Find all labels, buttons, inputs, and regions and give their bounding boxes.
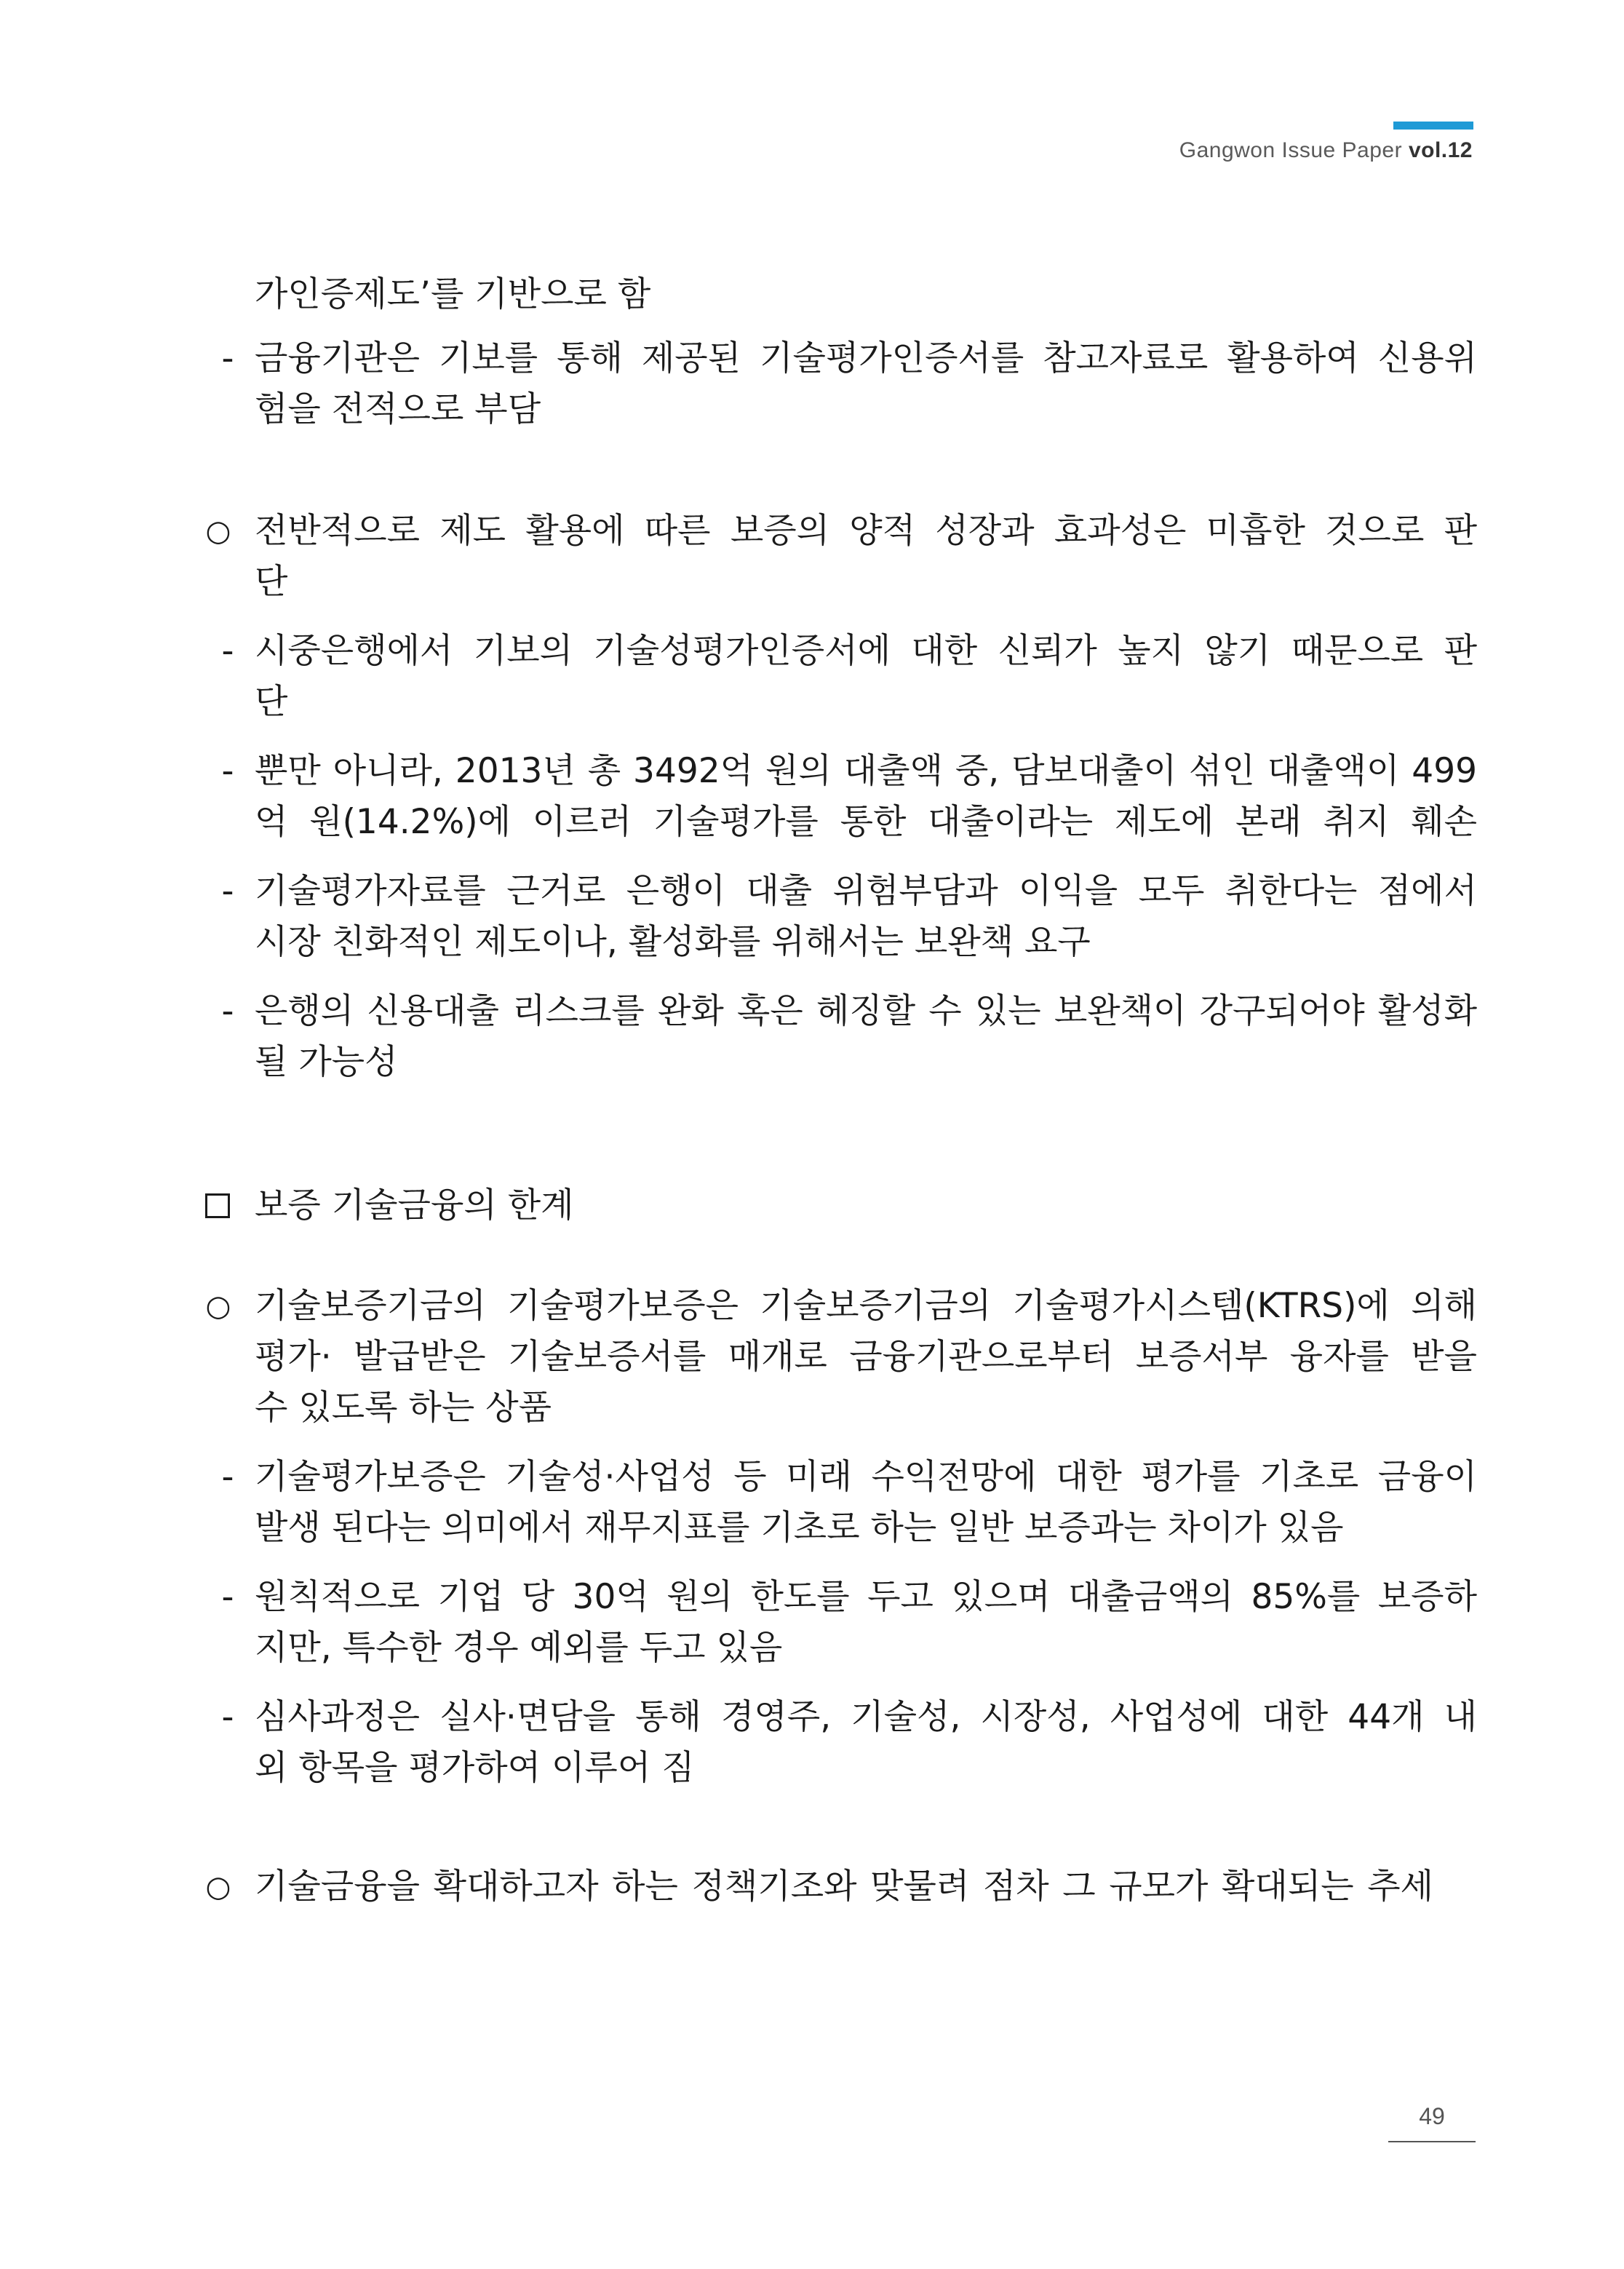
dash-bullet: -	[221, 1697, 234, 1737]
dash-bullet: -	[221, 1457, 234, 1497]
publication-title	[1179, 138, 1473, 163]
page-number: 49	[1419, 2103, 1445, 2129]
body-line: 외 항목을 평가하여 이루어 짐	[255, 1748, 695, 1788]
body-line: 기술평가보증은 기술성·사업성 등 미래 수익전망에 대한 평가를 기초로 금융이	[255, 1457, 1477, 1497]
body-line: 은행의 신용대출 리스크를 완화 혹은 헤징할 수 있는 보완책이 강구되어야 활성화	[255, 991, 1477, 1031]
body-line: 시장 친화적인 제도이나, 활성화를 위해서는 보완책 요구	[255, 922, 1091, 962]
body-line: 험을 전적으로 부담	[255, 389, 541, 429]
body-line: 지만, 특수한 경우 예외를 두고 있음	[255, 1628, 783, 1668]
circle-bullet: ○	[205, 1290, 231, 1323]
dash-bullet: -	[221, 871, 234, 911]
body-line: 시중은행에서 기보의 기술성평가인증서에 대한 신뢰가 높지 않기 때문으로 판	[255, 631, 1477, 671]
volume-label: vol.12	[1408, 138, 1473, 162]
dash-bullet: -	[221, 1577, 234, 1617]
body-line: 수 있도록 하는 상품	[255, 1388, 552, 1428]
body-line: 기술보증기금의 기술평가보증은 기술보증기금의 기술평가시스템(KTRS)에 의해	[255, 1286, 1477, 1326]
dash-bullet: -	[221, 338, 234, 378]
body-line: 기술평가자료를 근거로 은행이 대출 위험부담과 이익을 모두 취한다는 점에서	[255, 871, 1477, 911]
body-line: 가인증제도’를 기반으로 함	[255, 274, 651, 314]
body-line: 발생 된다는 의미에서 재무지표를 기초로 하는 일반 보증과는 차이가 있음	[255, 1508, 1344, 1548]
body-line: 억 원(14.2%)에 이르러 기술평가를 통한 대출이라는 제도에 본래 취지 훼손	[255, 802, 1477, 842]
body-line: 전반적으로 제도 활용에 따른 보증의 양적 성장과 효과성은 미흡한 것으로 판	[255, 511, 1477, 551]
body-line: 심사과정은 실사·면담을 통해 경영주, 기술성, 시장성, 사업성에 대한 44개 내	[255, 1697, 1477, 1737]
dash-bullet: -	[221, 631, 234, 671]
header-accent-bar	[1393, 122, 1473, 130]
body-line: 기술금융을 확대하고자 하는 정책기조와 맞물려 점차 그 규모가 확대되는 추세	[255, 1867, 1433, 1907]
dash-bullet: -	[221, 991, 234, 1031]
dash-bullet: -	[221, 751, 234, 791]
section-heading: 보증 기술금융의 한계	[255, 1185, 574, 1225]
body-line: 금융기관은 기보를 통해 제공된 기술평가인증서를 참고자료로 활용하여 신용위	[255, 338, 1477, 378]
body-line: 단	[255, 562, 288, 602]
body-line: 뿐만 아니라, 2013년 총 3492억 원의 대출액 중, 담보대출이 섞인 대출액이 499	[255, 751, 1477, 791]
circle-bullet: ○	[205, 1870, 231, 1904]
circle-bullet: ○	[205, 514, 231, 548]
body-line: 될 가능성	[255, 1042, 398, 1082]
section-square-icon	[205, 1193, 230, 1218]
series-name: Gangwon Issue Paper	[1179, 138, 1409, 162]
body-line: 평가· 발급받은 기술보증서를 매개로 금융기관으로부터 보증서부 융자를 받을	[255, 1337, 1477, 1377]
page-number-underline	[1388, 2141, 1476, 2142]
body-line: 원칙적으로 기업 당 30억 원의 한도를 두고 있으며 대출금액의 85%를 보증하	[255, 1577, 1477, 1617]
body-line: 단	[255, 682, 288, 722]
